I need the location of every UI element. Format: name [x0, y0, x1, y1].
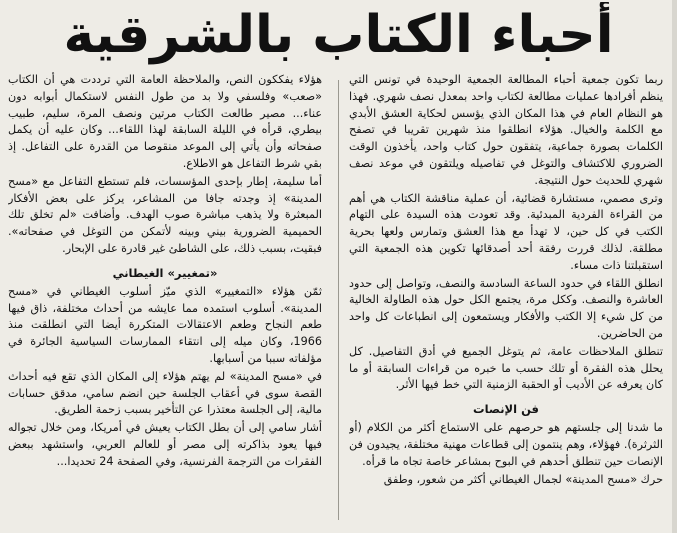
- paragraph: وترى مصمي، مستشارة قضائية، أن عملية مناقشة الكتاب هي أهم من القراءة الفردية المبدئية. وقد تعودت هذه السيدة على التهام الكتب في كل حين، لا تهدأ مع هذا العشق وتمارس ولعها بحرية مطلقة. لذلك قررت رفقة أحد أصدقائها تكوين هذه الجمعية التي استقبلتنا ذات مساء.: [349, 191, 663, 272]
- paragraph: تنطلق الملاحظات عامة، ثم يتوغل الجميع في أدق التفاصيل. كل يحلل هذه الفقرة أو تلك حسب ما خبره من قراءات السابقة أو ما كان يعرفه عن الأديب أو الحقبة الزمنية التي خط فيها الأثر.: [349, 344, 663, 392]
- headline: أحباء الكتاب بالشرقية: [63, 5, 614, 65]
- article-column-right: [349, 72, 663, 532]
- paragraph: ما شدنا إلى جلستهم هو حرصهم على الاستماع أكثر من الكلام (أو الثرثرة). فهؤلاء، وهم ينتمون إلى قطاعات مهنية مختلفة، يجيدون فن الإنصات حين تنطلق أحدهم في البوح بمشاعر خاصة تجاه ما قرأه.: [349, 421, 663, 468]
- paragraph: في «مسح المدينة» لم يهتم هؤلاء إلى المكان الذي تقع فيه أحداث القصة سوى في أعقاب الجلسة حين انضم سامي، مدقق حسابات مالية، إلى الجلسة معتذرا عن التأخير بسبب زحمة الطريق.: [8, 369, 322, 417]
- paragraph: ربما تكون جمعية أحباء المطالعة الجمعية الوحيدة في تونس التي ينظم أفرادها عمليات مطالعة لكتاب واحد بمعدل نصف شهري. فهذا هو النظام العام في هذا المكان الذي يؤسس لحكاية العشق الأبدي مع الكلمة والخيال. هؤلاء انطلقوا منذ شهرين تقريبا في تصفح الكلمات بصورة جماعية، يتفقون حول كتاب واحد، يأخذون الوقت الضروري للاكتشاف والتوغل في تفاصيله ويلتقون في موعد نصف شهري للحديث حول النتيجة.: [349, 73, 663, 187]
- paragraph: أما سليمة، إطار بإحدى المؤسسات، فلم تستطع التفاعل مع «مسح المدينة» إذ وجدته جافا من المشاعر، يركز على بعض الأفكار المبعثرة ولا يذهب مباشرة صوب الهدف. وأضافت «لم تخلق تلك الحميمية الضرورية بيني وبينه لأتمكن من التوغل في صفحاته». فبقيت، بسبب ذلك، على الشاطئ غير قادرة على الإبحار.: [8, 174, 322, 255]
- subheading: «تمغيير» الغيطاني: [112, 265, 218, 280]
- paragraph: هؤلاء يفككون النص، والملاحظة العامة التي ترددت هي أن الكتاب «صعب» وفلسفي ولا بد من طول النفس لاستكمال أبوابه دون عناء... مصير طالعت الكتاب مرتين ونصف المرة، سليم، طبيب بيطري، قرأه في الليلة السابقة لهذا اللقاء... وكان عليه أن يكمل صفحاته وأن يأتي إلى الموعد منقوصا من القدرة على التفاعل. إذ بقي شرط التفاعل هو الاطلاع.: [8, 73, 322, 170]
- page-edge: [672, 0, 677, 533]
- paragraph: ثمّن هؤلاء «التمغيير» الذي ميّز أسلوب الغيطاني في «مسح المدينة». أسلوب استمده مما عايشه من أحداث مختلفة، ذاق فيها طعم النجاح وطعم الاعتقالات المتكررة أيضا التي انطلقت منذ 1966، وكان ميله إلى انتقاء الممارسات السياسية الجائرة في مؤلفاته سببا من أسبابها.: [8, 284, 322, 365]
- article-column-left: [8, 72, 322, 532]
- paragraph: انطلق اللقاء في حدود الساعة السادسة والنصف، وتواصل إلى حدود العاشرة والنصف. وككل مرة، يجتمع الكل حول هذه الطاولة الخالية من كل شيء إلا الكتب والأفكار ويستمعون إلى انطباعات كل واحد من الحاضرين.: [349, 276, 663, 340]
- subheading: فن الإنصات: [473, 402, 539, 417]
- column-divider: [338, 80, 339, 520]
- paragraph: أشار سامي إلى أن بطل الكتاب يعيش في أمريكا، ومن خلال تجواله فيها يعود بذاكرته إلى مصر أو للعالم العربي، واستشهد ببعض الفقرات من الترجمة الفرنسية، وفي الصفحة 24 تحديدا...: [8, 421, 322, 468]
- paragraph: حرك «مسح المدينة» لجمال الغيطاني أكثر من شعور، وطفق: [383, 472, 663, 486]
